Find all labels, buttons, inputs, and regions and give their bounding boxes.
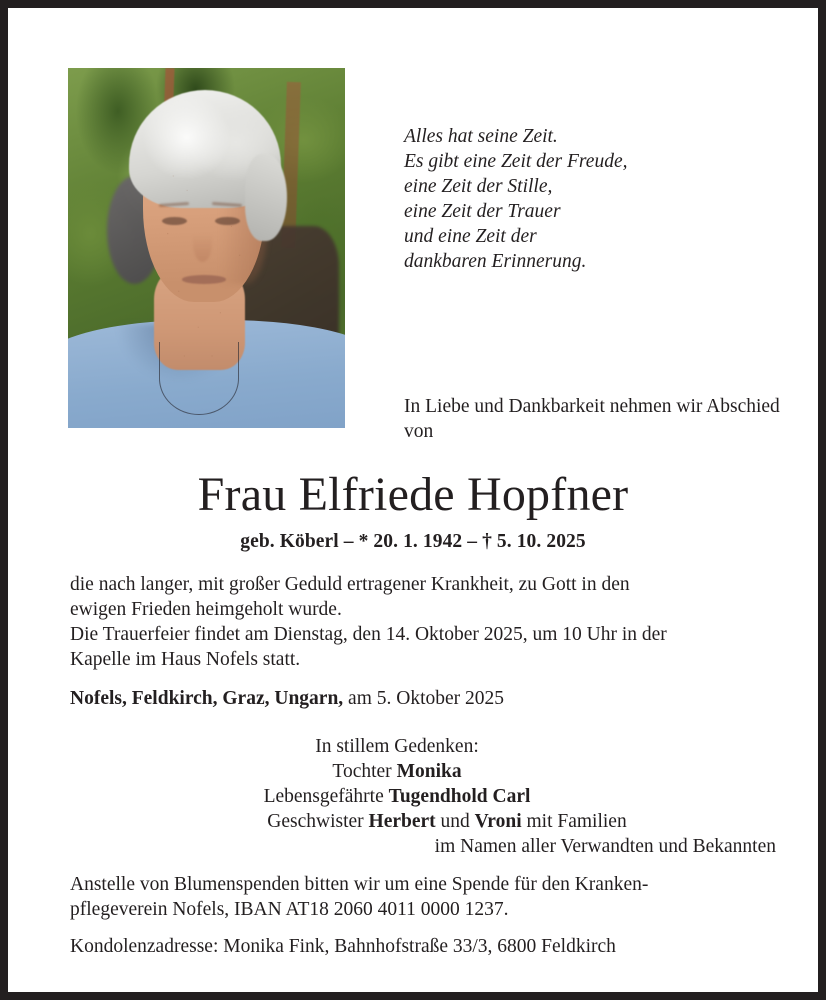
siblings-label: Geschwister	[267, 811, 369, 832]
portrait-photo	[68, 68, 345, 428]
donation-request	[70, 872, 776, 922]
partner-label: Lebensgefährte	[263, 786, 389, 807]
sibling-name-2: Vroni	[474, 811, 522, 832]
sibling-name-1: Herbert	[368, 811, 436, 832]
donation-line-2: pflegeverein Nofels, IBAN AT18 2060 4011 0000 1237.	[70, 899, 509, 920]
verse-line-5: und eine Zeit der	[404, 226, 537, 247]
illness-line-2: ewigen Frieden heimgeholt wurde.	[70, 599, 342, 620]
service-paragraph	[70, 622, 776, 672]
illness-paragraph	[70, 572, 776, 622]
farewell-intro: In Liebe und Dankbarkeit nehmen wir Abschied von	[404, 396, 780, 442]
service-line-1: Die Trauerfeier findet am Dienstag, den 14. Oktober 2025, um 10 Uhr in der	[70, 624, 667, 645]
memorial-verse	[404, 124, 764, 274]
mourner-partner	[70, 784, 776, 809]
siblings-suffix: mit Familien	[521, 811, 627, 832]
siblings-conjunction: und	[435, 811, 475, 832]
illness-line-1: die nach langer, mit großer Geduld ertragener Krankheit, zu Gott in den	[70, 574, 630, 595]
mourner-siblings	[70, 809, 776, 834]
places-and-date	[70, 686, 776, 711]
places-locations: Nofels, Feldkirch, Graz, Ungarn,	[70, 688, 344, 709]
verse-line-2: Es gibt eine Zeit der Freude,	[404, 151, 628, 172]
mourners-heading: In stillem Gedenken:	[315, 736, 479, 757]
donation-line-1: Anstelle von Blumenspenden bitten wir um eine Spende für den Kranken-	[70, 874, 649, 895]
partner-name: Tugendhold Carl	[388, 786, 531, 807]
deceased-name: Frau Elfriede Hopfner	[197, 468, 629, 521]
verse-line-4: eine Zeit der Trauer	[404, 201, 561, 222]
verse-line-6: dankbaren Erinnerung.	[404, 251, 587, 272]
service-line-2: Kapelle im Haus Nofels statt.	[70, 649, 301, 670]
notice-sheet	[8, 8, 818, 992]
mourners-all-relatives: im Namen aller Verwandten und Bekannten	[434, 836, 776, 857]
photo-skin-texture	[68, 68, 345, 428]
verse-line-3: eine Zeit der Stille,	[404, 176, 553, 197]
daughter-label: Tochter	[332, 761, 397, 782]
places-date: am 5. Oktober 2025	[343, 688, 505, 709]
mourner-daughter	[70, 759, 776, 784]
condolence-address: Kondolenzadresse: Monika Fink, Bahnhofstraße 33/3, 6800 Feldkirch	[70, 936, 616, 957]
mourners-block	[70, 734, 776, 859]
daughter-name: Monika	[396, 761, 462, 782]
deceased-dates: geb. Köberl – * 20. 1. 1942 – † 5. 10. 2025	[240, 531, 586, 552]
verse-line-1: Alles hat seine Zeit.	[404, 126, 558, 147]
